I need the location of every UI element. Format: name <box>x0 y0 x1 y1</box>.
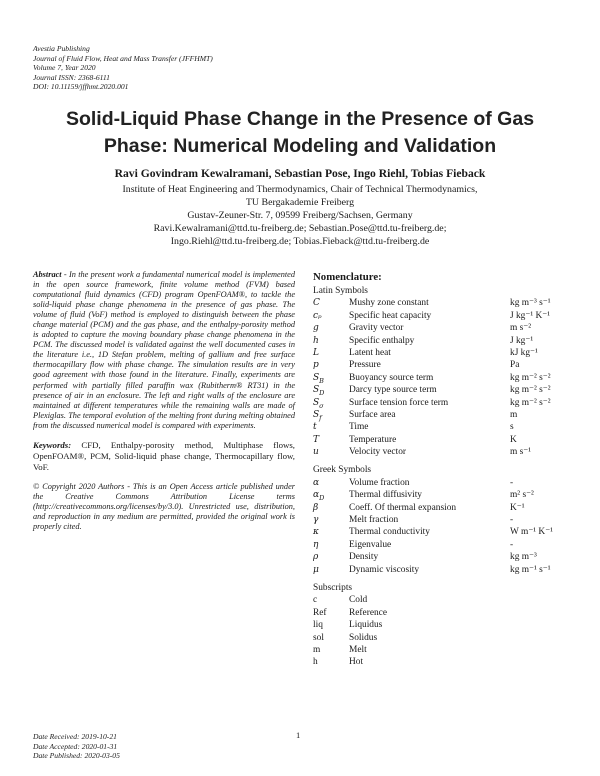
symbol-description: Melt <box>349 644 367 655</box>
copyright-notice: © Copyright 2020 Authors - This is an Open Access article published under the Creative Commons Attribution License terms (http://creativecommons.org/licenses/by/3.0). Unrestricted use, distribution, and reproduction in any medium are permitted, provided the original work is properly cited. <box>33 481 295 531</box>
greek-symbol-row <box>313 539 573 551</box>
symbol-description: Liquidus <box>349 620 383 631</box>
symbol: liq <box>313 620 323 631</box>
symbol-description: Temperature <box>349 434 397 445</box>
keywords-label: Keywords: <box>33 439 72 450</box>
latin-symbol-row <box>313 297 573 309</box>
symbol: β <box>313 502 319 513</box>
nomenclature-title: Nomenclature: <box>313 271 382 283</box>
symbol-unit: s <box>510 422 514 433</box>
symbol-unit: W m⁻¹ K⁻¹ <box>510 527 553 538</box>
symbol-unit: m² s⁻² <box>510 490 534 501</box>
symbol: t <box>313 422 317 433</box>
issn-line: Journal ISSN: 2368-6111 <box>33 72 110 82</box>
latin-symbol-row <box>313 310 573 322</box>
dates-footer <box>33 732 120 761</box>
latin-symbol-row <box>313 372 573 384</box>
symbol-unit: kJ kg⁻¹ <box>510 347 538 358</box>
symbol-unit: kg m⁻² s⁻² <box>510 397 551 408</box>
affiliation-line-3: Gustav-Zeuner-Str. 7, 09599 Freiberg/Sachsen, Germany <box>187 209 413 221</box>
latin-symbol-row <box>313 347 573 359</box>
symbol: $S_B$ <box>313 372 324 385</box>
symbol-description: Volume fraction <box>349 477 410 488</box>
symbol: $\alpha_D$ <box>313 490 325 503</box>
affiliation-line-1: Institute of Heat Engineering and Thermodynamics, Chair of Technical Thermodynamics, <box>122 184 478 195</box>
symbol-unit: m s⁻² <box>510 323 532 334</box>
latin-symbol-row <box>313 409 573 421</box>
journal-header <box>33 44 213 92</box>
latin-symbol-row <box>313 397 573 409</box>
symbol-description: Solidus <box>349 632 378 643</box>
latin-symbol-row <box>313 421 573 433</box>
symbol-unit: kg m⁻³ s⁻¹ <box>510 298 551 309</box>
symbol-description: Mushy zone constant <box>349 298 429 309</box>
date-received: Date Received: 2019-10-21 <box>33 732 117 741</box>
symbol: $S_f$ <box>313 409 322 422</box>
symbol-unit: m <box>510 409 518 420</box>
symbol: c <box>313 595 318 606</box>
symbol-unit: kg m⁻¹ s⁻¹ <box>510 564 551 575</box>
left-column <box>33 270 295 540</box>
symbol: h <box>313 657 318 668</box>
symbol-description: Darcy type source term <box>349 385 437 396</box>
symbol: L <box>313 347 319 358</box>
symbol-description: Buoyancy source term <box>349 372 434 383</box>
affiliation-line-5: Ingo.Riehl@ttd.tu-freiberg.de; Tobias.Fieback@ttd.tu-freiberg.de <box>170 235 430 247</box>
symbol-unit: J kg⁻¹ <box>510 335 534 346</box>
keywords <box>33 440 295 473</box>
greek-symbol-row <box>313 489 573 501</box>
symbol-description: Thermal conductivity <box>349 527 430 538</box>
doi-line: DOI: 10.11159/jffhmt.2020.001 <box>33 82 129 91</box>
keywords-text: CFD, Enthalpy-porosity method, Multiphase flows, OpenFOAM®, PCM, Solid-liquid phase change, Thermocapillary flow, VoF. <box>33 439 295 472</box>
symbol-description: Surface area <box>349 409 396 420</box>
latin-symbol-row <box>313 359 573 371</box>
latin-symbol-row <box>313 322 573 334</box>
symbol-description: Velocity vector <box>349 447 407 458</box>
symbol: $S_\sigma$ <box>313 397 324 410</box>
symbol: α <box>313 477 320 488</box>
symbol: Ref <box>313 607 327 618</box>
symbol-unit: K <box>510 434 517 445</box>
symbol-description: Gravity vector <box>349 323 404 334</box>
symbol: γ <box>313 515 319 526</box>
symbol-description: Reference <box>349 607 387 618</box>
title-line-1: Solid-Liquid Phase Change in the Presence of Gas <box>65 108 535 130</box>
greek-symbol-row <box>313 514 573 526</box>
page-number: 1 <box>296 730 301 740</box>
symbol: κ <box>313 527 319 538</box>
date-published: Date Published: 2020-03-05 <box>33 751 120 760</box>
symbol-description: Surface tension force term <box>349 397 449 408</box>
symbol-description: Eigenvalue <box>349 539 392 550</box>
abstract <box>33 270 295 431</box>
greek-symbol-row <box>313 502 573 514</box>
symbol-description: Latent heat <box>349 347 391 358</box>
nomenclature <box>313 271 573 669</box>
symbol: m <box>313 644 321 655</box>
latin-symbols-title: Latin Symbols <box>313 286 368 296</box>
publisher-line: Avestia Publishing <box>33 44 90 53</box>
symbol: g <box>313 323 319 334</box>
symbol-unit: m s⁻¹ <box>510 447 532 458</box>
symbol: T <box>313 434 320 445</box>
symbol-unit: kg m⁻² s⁻² <box>510 385 551 396</box>
symbol-description: Hot <box>349 657 364 668</box>
authors: Ravi Govindram Kewalramani, Sebastian Pose, Ingo Riehl, Tobias Fieback <box>114 167 486 180</box>
symbol-description: Time <box>349 422 369 433</box>
greek-symbols-title: Greek Symbols <box>313 465 372 476</box>
symbol-unit: K⁻¹ <box>510 502 525 513</box>
latin-symbol-row <box>313 384 573 396</box>
affiliation-line-4: Ravi.Kewalramani@ttd.tu-freiberg.de; Sebastian.Pose@ttd.tu-freiberg.de; <box>153 222 447 234</box>
symbol-description: Dynamic viscosity <box>349 564 420 575</box>
volume-line: Volume 7, Year 2020 <box>33 63 96 72</box>
symbol-description: Thermal diffusivity <box>349 490 422 501</box>
symbol-unit: - <box>510 539 514 550</box>
symbol-unit: Pa <box>510 360 520 371</box>
subscript-row <box>313 656 573 668</box>
subscripts-list <box>313 594 573 668</box>
symbol: C <box>313 298 320 309</box>
symbol: $S_D$ <box>313 385 325 397</box>
symbol-description: Coeff. Of thermal expansion <box>349 502 457 513</box>
symbol: u <box>313 447 319 458</box>
subscript-row <box>313 644 573 656</box>
symbol-unit: - <box>510 515 514 526</box>
greek-symbol-row <box>313 477 573 489</box>
symbol: μ <box>313 564 319 575</box>
affiliation-line-2: TU Bergakademie Freiberg <box>245 196 355 208</box>
date-accepted: Date Accepted: 2020-01-31 <box>33 741 118 751</box>
symbol-unit: J kg⁻¹ K⁻¹ <box>510 310 550 321</box>
symbol: ρ <box>313 552 319 563</box>
symbol: η <box>313 539 319 550</box>
latin-symbol-row <box>313 335 573 347</box>
subscripts-title: Subscripts <box>313 583 353 594</box>
greek-symbol-row <box>313 551 573 563</box>
greek-symbol-row <box>313 526 573 538</box>
greek-symbol-row <box>313 564 573 576</box>
symbol: sol <box>313 632 324 643</box>
symbol-description: Pressure <box>349 360 381 371</box>
latin-symbols-list <box>313 297 573 458</box>
symbol-unit: kg m⁻³ <box>510 552 537 563</box>
symbol: cₚ <box>313 310 322 321</box>
symbol-description: Specific heat capacity <box>349 310 432 321</box>
symbol-description: Cold <box>349 595 368 606</box>
symbol-unit: - <box>510 477 514 488</box>
subscript-row <box>313 594 573 606</box>
latin-symbol-row <box>313 434 573 446</box>
symbol-description: Specific enthalpy <box>349 335 415 346</box>
symbol: h <box>313 335 319 346</box>
symbol: p <box>313 360 319 371</box>
paper-title <box>30 106 570 160</box>
affiliation <box>30 184 570 249</box>
subscript-row <box>313 619 573 631</box>
subscript-row <box>313 632 573 644</box>
latin-symbol-row <box>313 446 573 458</box>
abstract-label: Abstract <box>33 270 62 279</box>
title-line-2: Phase: Numerical Modeling and Validation <box>103 135 497 157</box>
symbol-unit: kg m⁻² s⁻² <box>510 372 551 383</box>
symbol-description: Melt fraction <box>349 515 399 526</box>
greek-symbols-list <box>313 477 573 576</box>
subscript-row <box>313 607 573 619</box>
symbol-description: Density <box>349 552 379 563</box>
journal-name-line: Journal of Fluid Flow, Heat and Mass Transfer (JFFHMT) <box>33 53 213 63</box>
abstract-text: - In the present work a fundamental numerical model is implemented in the open source framework, finite volume method (FVM) based computational fluid dynamics (CFD) program OpenFOAM®, to tackle the solid-liquid phase change phenomena in the presence of gas phase. The volume of fluid (VoF) method is employed to distinguish between the phase change material (PCM) and the gas phase, and the enthalpy-porosity method is adopted to capture the moving boundary phase change phenomena in the PCM. The discussed model is validated against the well documented cases in the literature i.e., 1D Stefan problem, melting of gallium and free surface thermocapillary flow with phase change. The simulation results are in very good agreement with those found in the literature. Finally, experiments are performed with partially filled paraffin wax (Rubitherm® RT31) in the presence of air in an enclosure. The left and right walls of the enclosure are maintained at different temperatures while the remaining walls are made of Plexiglas. The temporal evolution of the melting front during melting obtained from the discussed numerical model is compared with experiments. <box>33 270 295 430</box>
